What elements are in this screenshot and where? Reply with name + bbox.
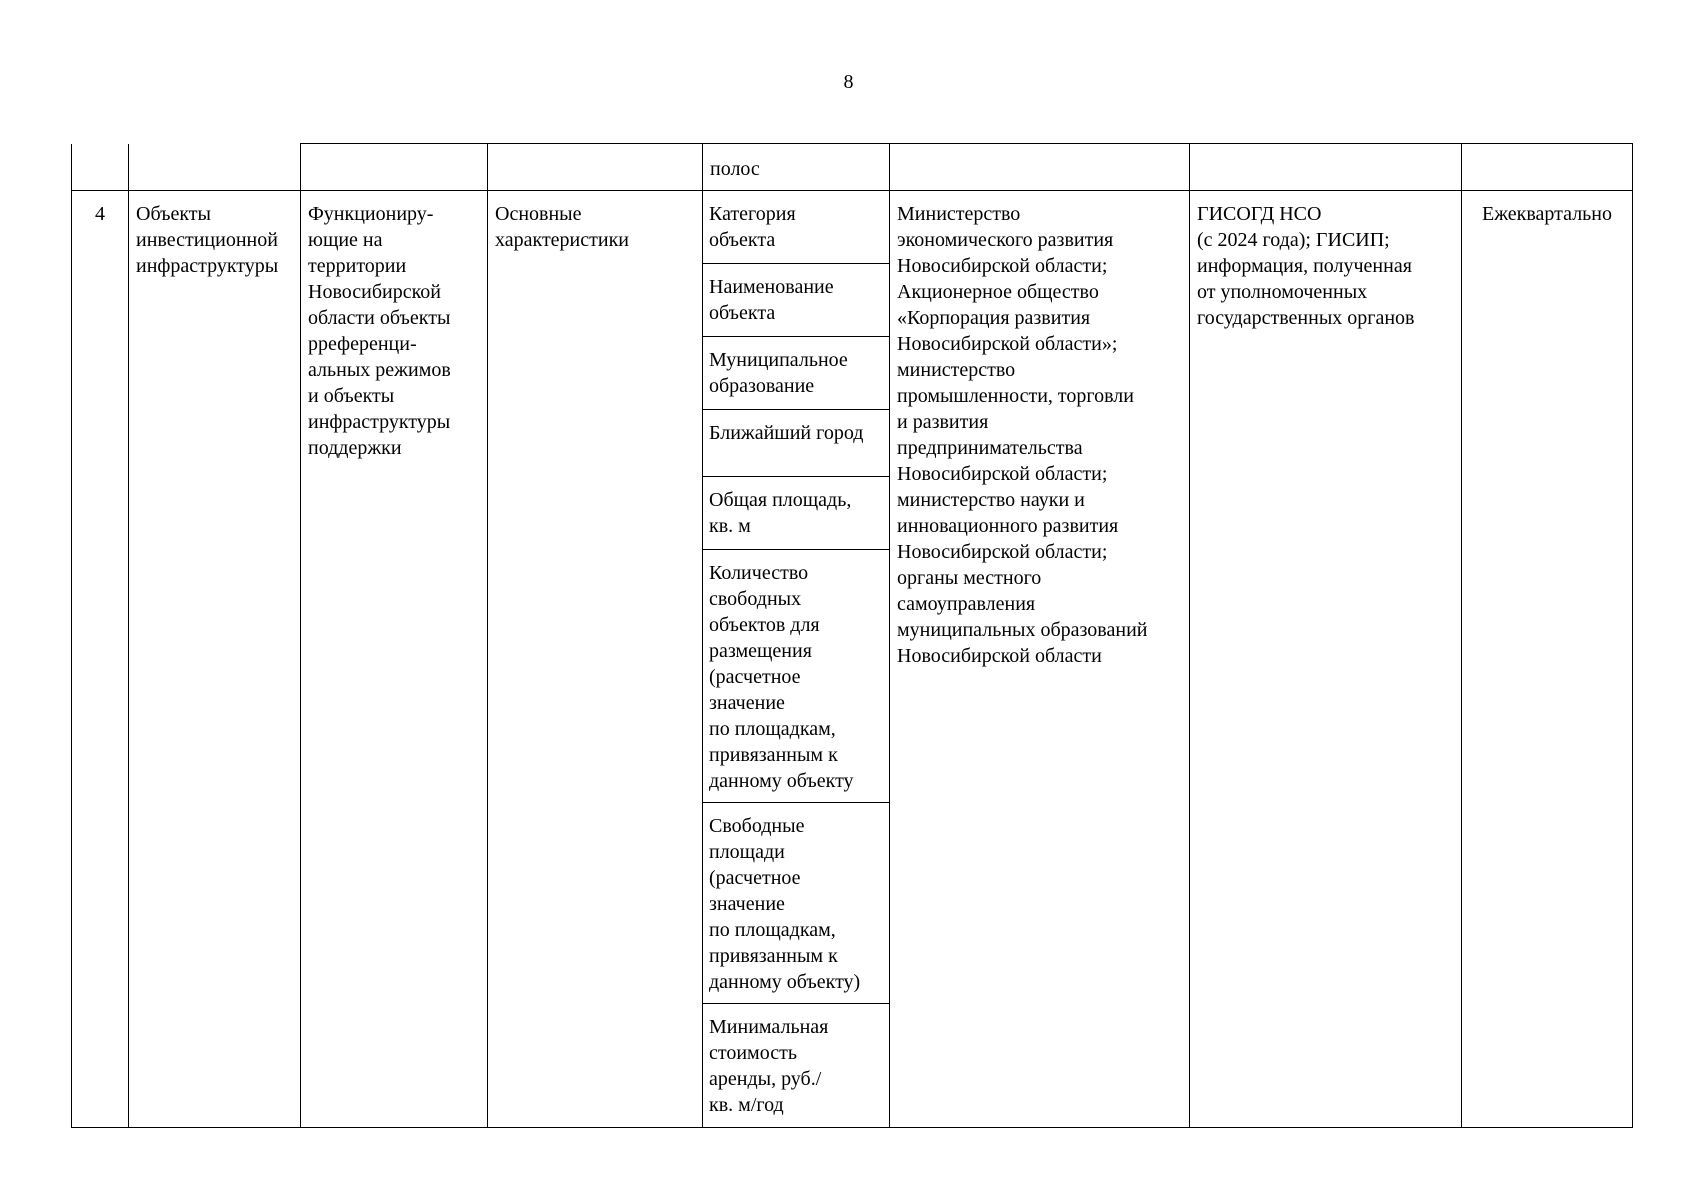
cell-num-cont (72, 144, 129, 191)
attribute-item: Свободные площади (расчетное значение по площадкам, привязанным к данному объекту) (703, 803, 889, 1004)
attribute-item: Количество свободных объектов для размещения (расчетное значение по площадкам, привязанным к данному объекту (703, 550, 889, 803)
table-container (71, 143, 1633, 1128)
cell-responsible: Министерство экономического развития Новосибирской области; Акционерное общество «Корпорация развития Новосибирской области»; министерство промышленности, торговли и развития предпринимательства Новосибирской области; министерство науки и инновационного развития Новосибирской области; органы местного самоуправления муниципальных образований Новосибирской области (890, 191, 1190, 1128)
cell-description: Функциониру- ющие на территории Новосибирской области объекты pреференци- альных режимов и объекты инфраструктуры поддержки (301, 191, 488, 1128)
cell-object: Объекты инвестиционной инфраструктуры (129, 191, 301, 1128)
cell-source: ГИСОГД НСО (с 2024 года); ГИСИП; информация, полученная от уполномоченных государственных органов (1190, 191, 1462, 1128)
cell-frequency: Ежеквартально (1462, 191, 1633, 1128)
cell-attributes (703, 191, 890, 1128)
cell-group-cont (488, 144, 703, 191)
cell-object-cont (129, 144, 301, 191)
attribute-item: Муниципальное образование (703, 337, 889, 410)
cell-group: Основные характеристики (488, 191, 703, 1128)
attribute-item: Ближайший город (703, 410, 889, 477)
attribute-item: Наименование объекта (703, 264, 889, 337)
cell-responsible-cont (890, 144, 1190, 191)
table-row (72, 191, 1633, 1128)
attribute-item: Минимальная стоимость аренды, руб./ кв. м/год (709, 1016, 829, 1116)
cell-frequency-cont (1462, 144, 1633, 191)
table-row-continuation (72, 144, 1633, 191)
attribute-item: Категория объекта (703, 191, 889, 264)
data-table (71, 143, 1633, 1128)
page-number: 8 (843, 71, 854, 93)
attribute-item: Общая площадь, кв. м (703, 477, 889, 550)
cell-num: 4 (72, 191, 129, 1128)
cell-source-cont (1190, 144, 1462, 191)
cell-description-cont (301, 144, 488, 191)
cell-attribute-cont: полос (703, 144, 890, 191)
